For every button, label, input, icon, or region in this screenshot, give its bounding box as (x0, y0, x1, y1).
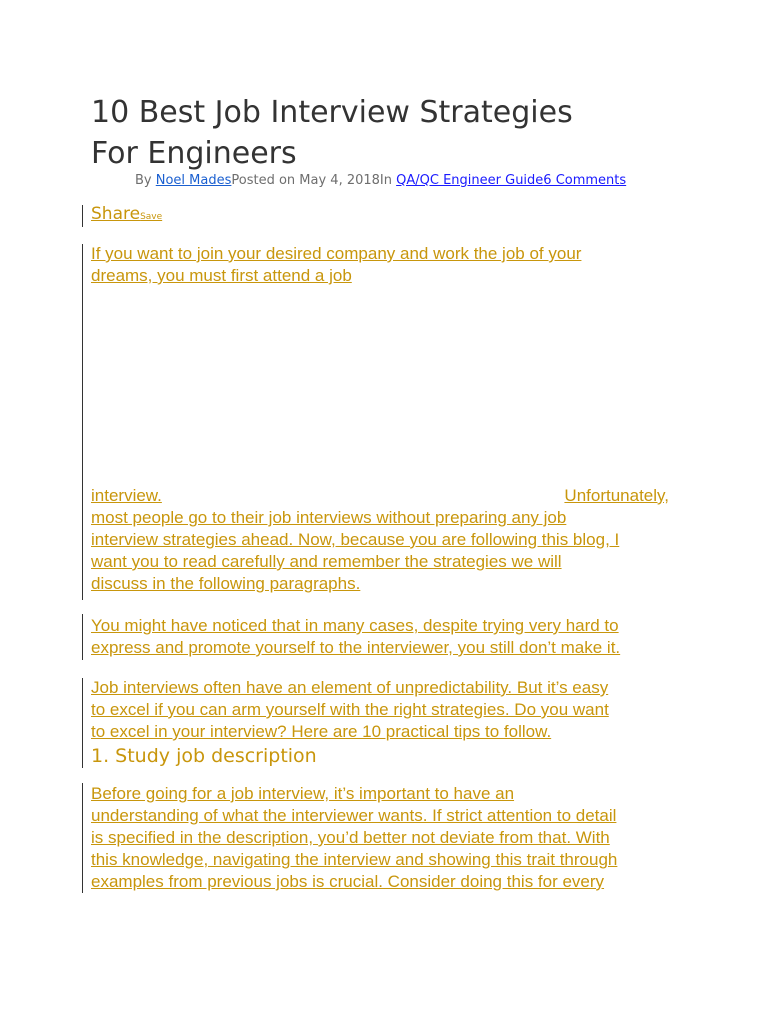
section1-line: is specified in the description, you’d better not deviate from that. With (91, 828, 610, 847)
category-link[interactable]: QA/QC Engineer Guide (396, 173, 544, 188)
intro-paragraph[interactable] (91, 243, 691, 287)
share-link[interactable]: Share (91, 204, 141, 224)
intro-left-rule (82, 244, 83, 600)
intro-paragraph-continued[interactable] (91, 485, 691, 595)
para3-line: to excel in your interview? Here are 10 practical tips to follow. (91, 722, 552, 741)
section1-line: Before going for a job interview, it’s important to have an (91, 784, 515, 803)
section1-line: this knowledge, navigating the interview and showing this trait through (91, 850, 618, 869)
share-left-rule (82, 205, 83, 227)
paragraph-2[interactable] (91, 615, 691, 659)
section-heading-study-job-description: 1. Study job description (91, 745, 317, 767)
section1-left-rule (82, 783, 83, 893)
byline-by: By (135, 173, 156, 188)
author-link[interactable]: Noel Mades (155, 173, 232, 188)
paragraph-3[interactable] (91, 677, 691, 743)
para2-left-rule (82, 614, 83, 660)
section1-paragraph[interactable] (91, 783, 691, 893)
intro-line: dreams, you must first attend a job (91, 266, 352, 285)
para2-line: You might have noticed that in many cases, despite trying very hard to (91, 616, 619, 635)
intro-line-right: Unfortunately, (564, 486, 669, 505)
article-title-line2: For Engineers (91, 136, 297, 171)
intro-line-split (91, 485, 669, 507)
section1-line: examples from previous jobs is crucial. Consider doing this for every (91, 872, 605, 891)
para3-line: Job interviews often have an element of unpredictability. But it’s easy (91, 678, 609, 697)
article-title (91, 92, 691, 174)
intro-line: discuss in the following paragraphs. (91, 574, 361, 593)
para3-left-rule (82, 678, 83, 768)
save-link[interactable]: Save (140, 212, 163, 222)
para3-line: to excel if you can arm yourself with the right strategies. Do you want (91, 700, 609, 719)
intro-line: want you to read carefully and remember the strategies we will (91, 552, 562, 571)
byline-posted-date: Posted on May 4, 2018In (231, 173, 397, 188)
article-byline (135, 172, 626, 189)
intro-line: interview strategies ahead. Now, because you are following this blog, I (91, 530, 620, 549)
intro-line-left: interview. (91, 486, 162, 505)
intro-line: If you want to join your desired company and work the job of your (91, 244, 582, 263)
comments-link[interactable]: 6 Comments (543, 173, 627, 188)
para2-line: express and promote yourself to the interviewer, you still don’t make it. (91, 638, 621, 657)
section1-line: understanding of what the interviewer wants. If strict attention to detail (91, 806, 617, 825)
intro-line: most people go to their job interviews without preparing any job (91, 508, 567, 527)
article-title-line1: 10 Best Job Interview Strategies (91, 95, 573, 130)
share-row (91, 204, 162, 224)
